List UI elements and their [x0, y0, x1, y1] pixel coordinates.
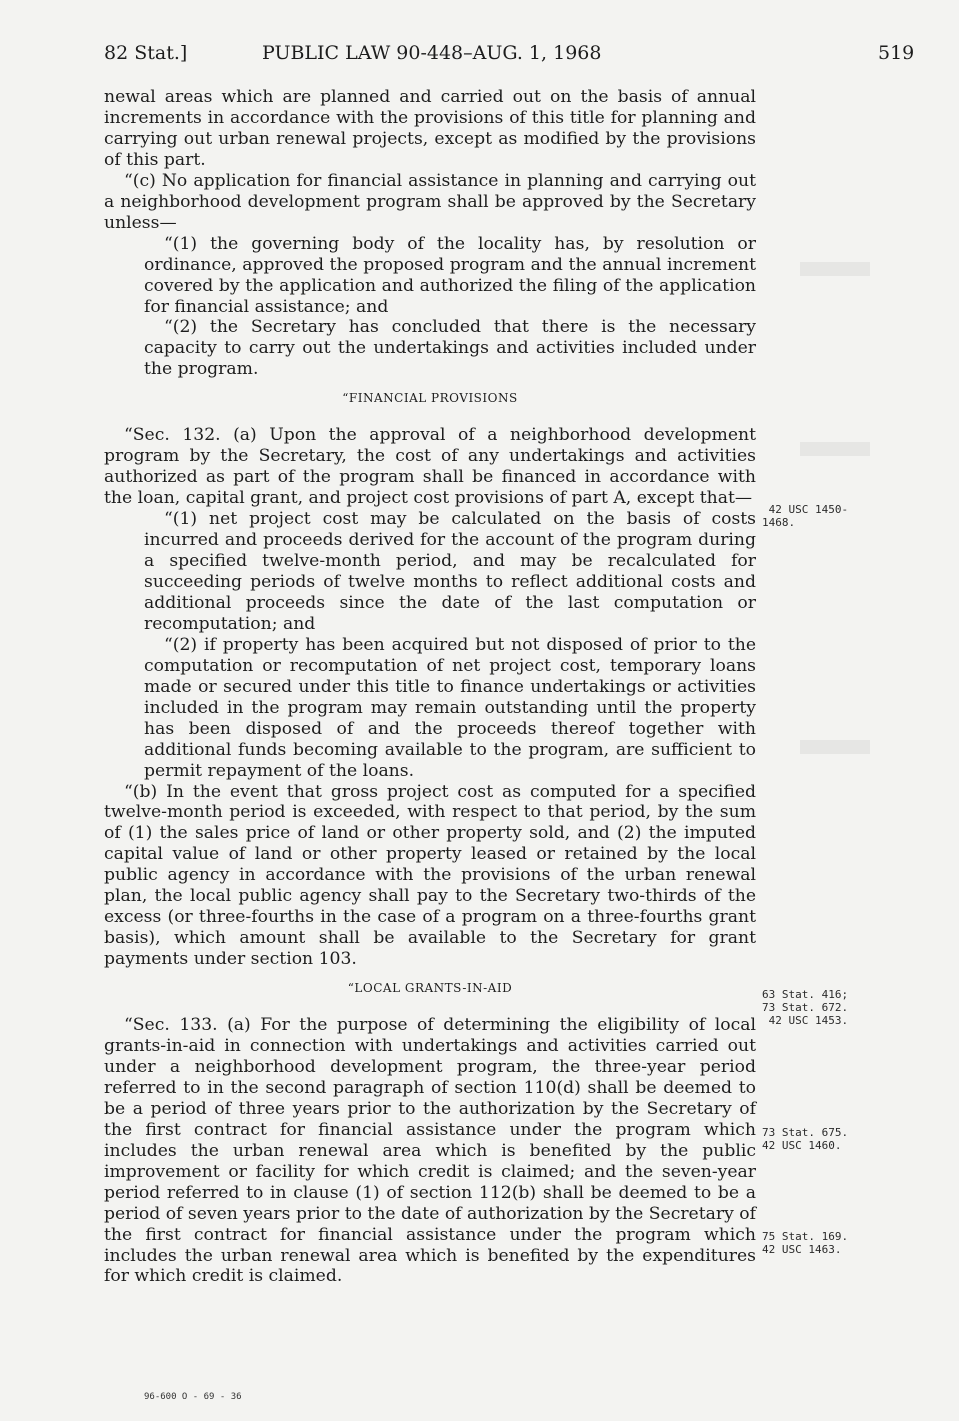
paragraph: “Sec. 132. (a) Upon the approval of a neighborhood development program by the Secretary, the cost of any undertakings and activities authorized as part of the program shall be financed in accordance with the loan, capital grant, and project cost provisions of part A, except that—: [104, 425, 756, 509]
paragraph: newal areas which are planned and carried out on the basis of annual increments in accordance with the provisions of this title for planning and carrying out urban renewal projects, except as modified by the provisions of this part.: [104, 87, 756, 170]
list-item: “(2) the Secretary has concluded that there is the necessary capacity to carry out the undertakings and activities included under the program.: [144, 317, 756, 380]
law-title: PUBLIC LAW 90-448–AUG. 1, 1968: [262, 42, 602, 64]
margin-citation: 42 USC 1450- 1468.: [762, 503, 849, 529]
bleed-through-mark: [800, 442, 870, 456]
document-body: [104, 87, 756, 1287]
running-header: [0, 38, 959, 68]
section-heading: “LOCAL GRANTS-IN-AID: [347, 981, 513, 996]
section-heading: “FINANCIAL PROVISIONS: [342, 391, 518, 406]
bleed-through-mark: [800, 262, 870, 276]
printer-code: 96-600 O - 69 - 36: [144, 1392, 242, 1402]
bleed-through-mark: [800, 740, 870, 754]
list-item: “(1) net project cost may be calculated on the basis of costs incurred and proceeds derived for the account of the program during a specified twelve-month period, and may be recalculated for succeeding periods of twelve months to reflect additional costs and additional proceeds since the date of the last computation or recomputation; and: [144, 509, 756, 634]
margin-citation: 73 Stat. 675. 42 USC 1460.: [762, 1126, 849, 1152]
page-number: 519: [878, 42, 915, 64]
paragraph: “(c) No application for financial assistance in planning and carrying out a neighborhood development program shall be approved by the Secretary unless—: [104, 170, 756, 233]
statute-reference: 82 Stat.]: [104, 42, 188, 64]
list-item: “(2) if property has been acquired but not disposed of prior to the computation or recomputation of net project cost, temporary loans made or secured under this title to finance undertakings or activities included in the program may remain outstanding until the property has been disposed of and the proceeds thereof together with additional funds becoming available to the program, are sufficient to permit repayment of the loans.: [144, 634, 756, 781]
margin-citation: 63 Stat. 416; 73 Stat. 672. 42 USC 1453.: [762, 988, 849, 1027]
list-item: “(1) the governing body of the locality has, by resolution or ordinance, approved the proposed program and the annual increment covered by the application and authorized the filing of the application for financial assistance; and: [144, 233, 756, 317]
paragraph: “(b) In the event that gross project cost as computed for a specified twelve-month period is exceeded, with respect to that period, by the sum of (1) the sales price of land or other property sold, and (2) the imputed capital value of land or other property leased or retained by the local public agency in accordance with the provisions of the urban renewal plan, the local public agency shall pay to the Secretary two-thirds of the excess (or three-fourths in the case of a program on a three-fourths grant basis), which amount shall be available to the Secretary for grant payments under section 103.: [104, 781, 756, 970]
margin-citation: 75 Stat. 169. 42 USC 1463.: [762, 1230, 849, 1256]
paragraph: “Sec. 133. (a) For the purpose of determining the eligibility of local grants-in-aid in connection with undertakings and activities carried out under a neighborhood development program, the three-year period referred to in the second paragraph of section 110(d) shall be deemed to be a period of three years prior to the authorization by the Secretary of the first contract for financial assistance under the program which includes the urban renewal area which is benefited by the public improvement or facility for which credit is claimed; and the seven-year period referred to in clause (1) of section 112(b) shall be deemed to be a period of seven years prior to the date of authorization by the Secretary of the first contract for financial assistance under the program which includes the urban renewal area which is benefited by the expenditures for which credit is claimed.: [104, 1015, 756, 1287]
